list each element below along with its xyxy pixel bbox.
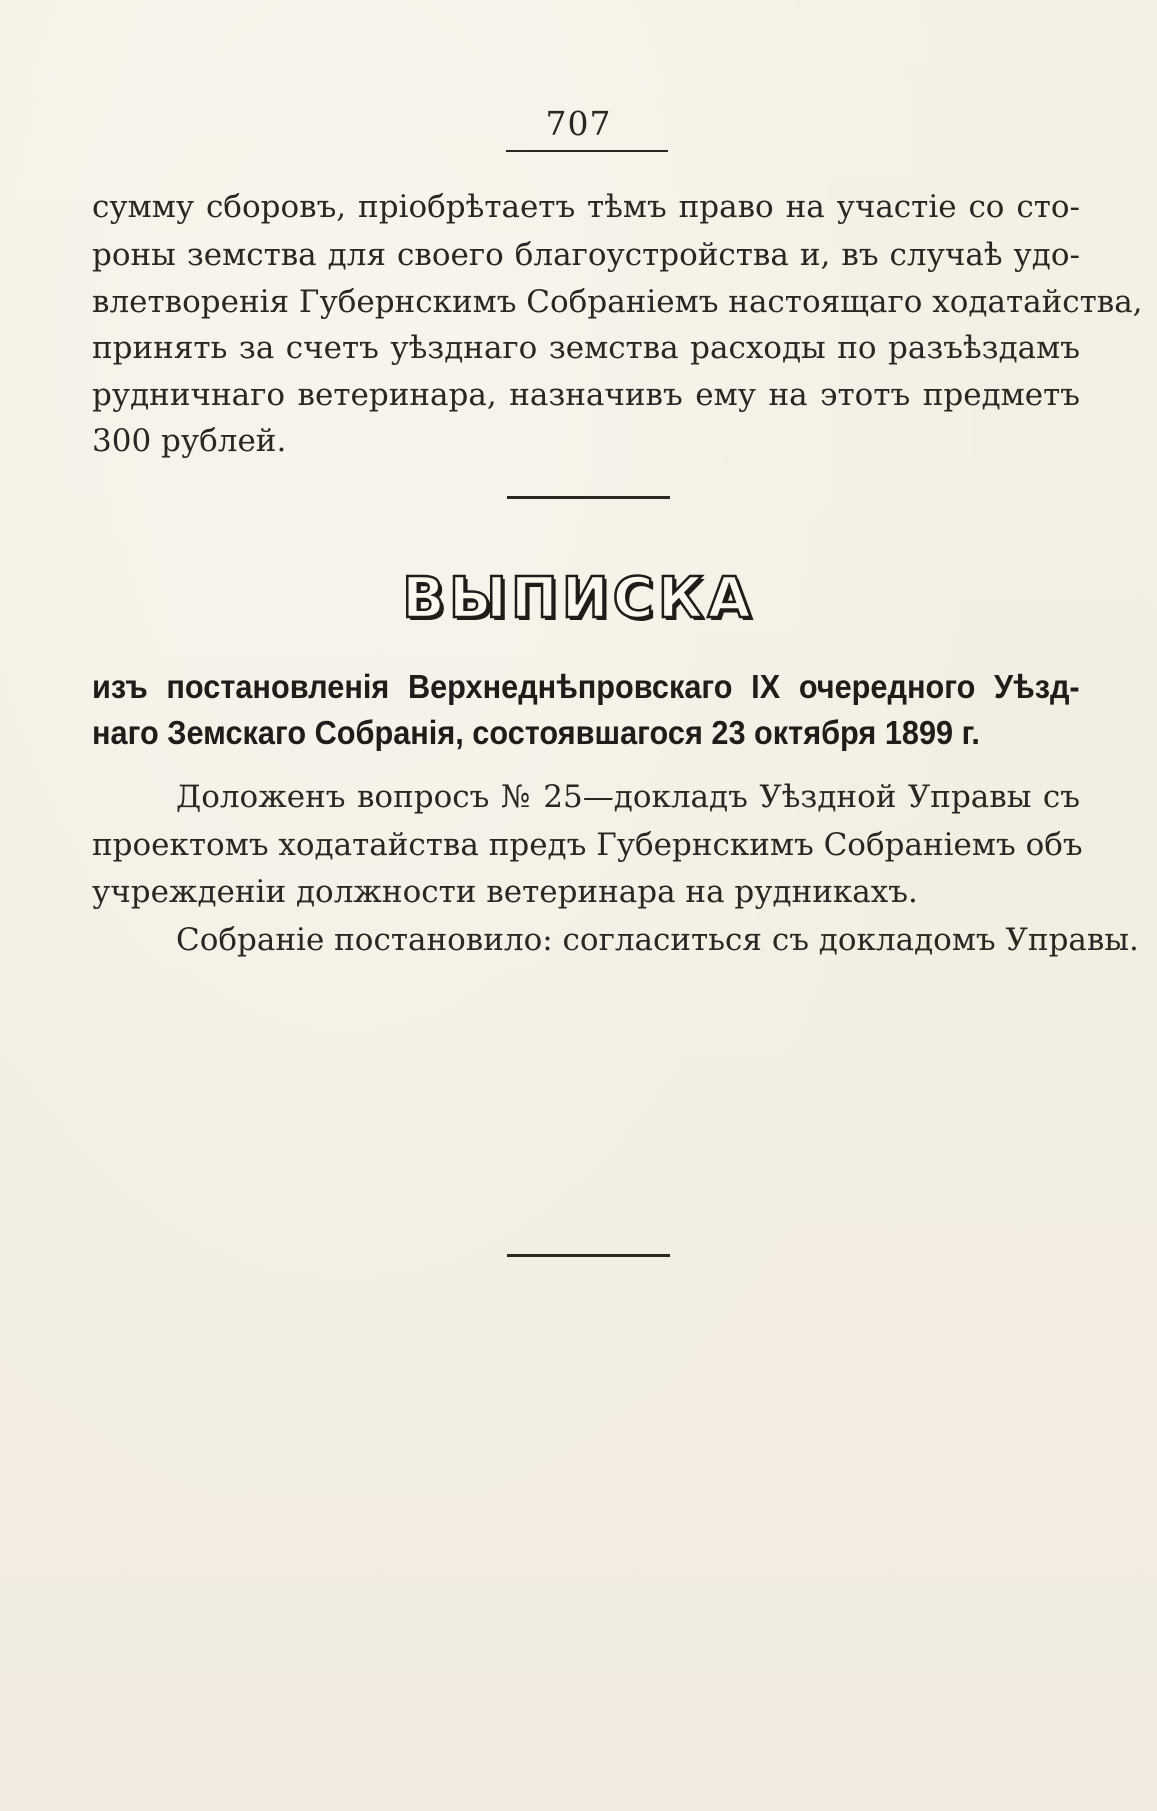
- subheading-line: изъ постановленія Верхнеднѣпровскаго IX очередного Уѣзд-: [92, 668, 1080, 705]
- text-line: учрежденіи должности ветеринара на рудникахъ.: [92, 874, 918, 910]
- page-number: 707: [545, 104, 612, 143]
- text-line: роны земства для своего благоустройства и, въ случаѣ удо-: [92, 237, 1080, 273]
- end-divider: [507, 1254, 670, 1257]
- subheading-line: наго Земскаго Собранія, состоявшагося 23 октября 1899 г.: [92, 714, 980, 751]
- section-divider: [507, 496, 670, 499]
- text-line: влетворенія Губернскимъ Собраніемъ настоящаго ходатайства,: [92, 284, 1143, 320]
- page-number-underline: [506, 150, 668, 152]
- text-line: 300 рублей.: [92, 423, 287, 459]
- text-line: сумму сборовъ, пріобрѣтаетъ тѣмъ право на участіе со сто-: [92, 189, 1080, 225]
- text-line: Собраніе постановило: согласиться съ докладомъ Управы.: [176, 922, 1139, 958]
- text-line: рудничнаго ветеринара, назначивъ ему на этотъ предметъ: [92, 377, 1080, 413]
- text-line: принять за счетъ уѣзднаго земства расходы по разъѣздамъ: [92, 330, 1080, 366]
- section-heading: ВЫПИСКА: [402, 566, 755, 631]
- text-line: Доложенъ вопросъ № 25—докладъ Уѣздной Управы съ: [176, 779, 1080, 815]
- text-line: проектомъ ходатайства предъ Губернскимъ Собраніемъ объ: [92, 827, 1083, 863]
